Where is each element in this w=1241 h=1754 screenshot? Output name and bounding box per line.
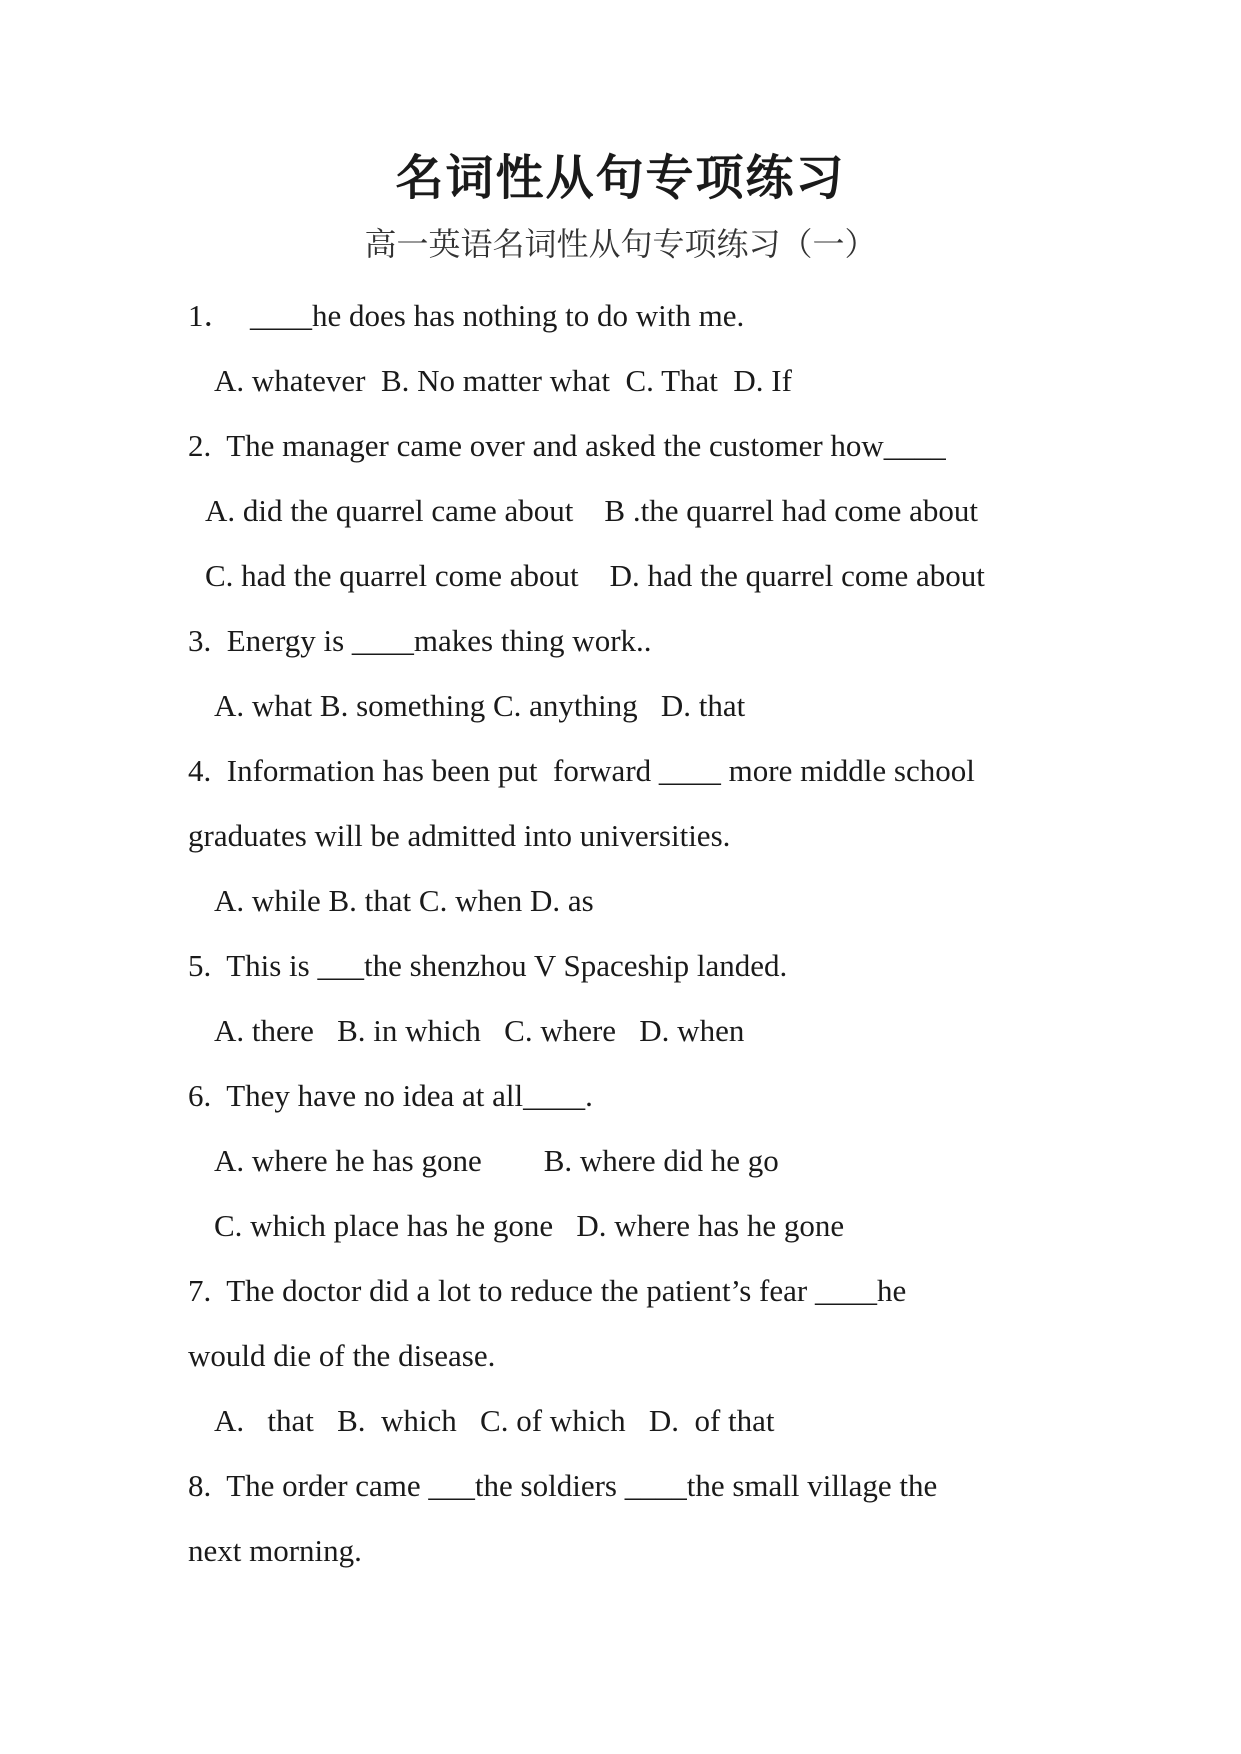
question-4-continued: graduates will be admitted into universities. <box>188 818 731 853</box>
question-2-options-cd: C. had the quarrel come about D. had the quarrel come about <box>205 558 985 593</box>
question-7-options: A. that B. which C. of which D. of that <box>214 1403 775 1438</box>
question-6-options-ab: A. where he has gone B. where did he go <box>214 1143 779 1178</box>
question-5-options: A. there B. in which C. where D. when <box>214 1013 745 1048</box>
question-7-continued: would die of the disease. <box>188 1338 496 1373</box>
question-1-options: A. whatever B. No matter what C. That D. If <box>214 363 792 398</box>
question-5: 5. This is ___the shenzhou V Spaceship landed. <box>188 948 788 983</box>
document-title: 名词性从句专项练习 <box>395 150 846 206</box>
question-7: 7. The doctor did a lot to reduce the patient’s fear ____he <box>188 1273 907 1308</box>
question-6-options-cd: C. which place has he gone D. where has he gone <box>214 1208 845 1243</box>
question-3: 3. Energy is ____makes thing work.. <box>188 623 652 658</box>
question-8: 8. The order came ___the soldiers ____the small village the <box>188 1468 938 1503</box>
question-4-options: A. while B. that C. when D. as <box>214 883 594 918</box>
question-2: 2. The manager came over and asked the customer how____ <box>188 428 946 463</box>
document-subtitle: 高一英语名词性从句专项练习（一） <box>364 225 877 263</box>
question-1: 1． ____he does has nothing to do with me. <box>188 298 745 333</box>
question-8-continued: next morning. <box>188 1533 362 1568</box>
question-6: 6. They have no idea at all____. <box>188 1078 593 1113</box>
question-2-options-ab: A. did the quarrel came about B .the quarrel had come about <box>205 493 979 528</box>
question-3-options: A. what B. something C. anything D. that <box>214 688 746 723</box>
question-4: 4. Information has been put forward ____ more middle school <box>188 753 975 788</box>
